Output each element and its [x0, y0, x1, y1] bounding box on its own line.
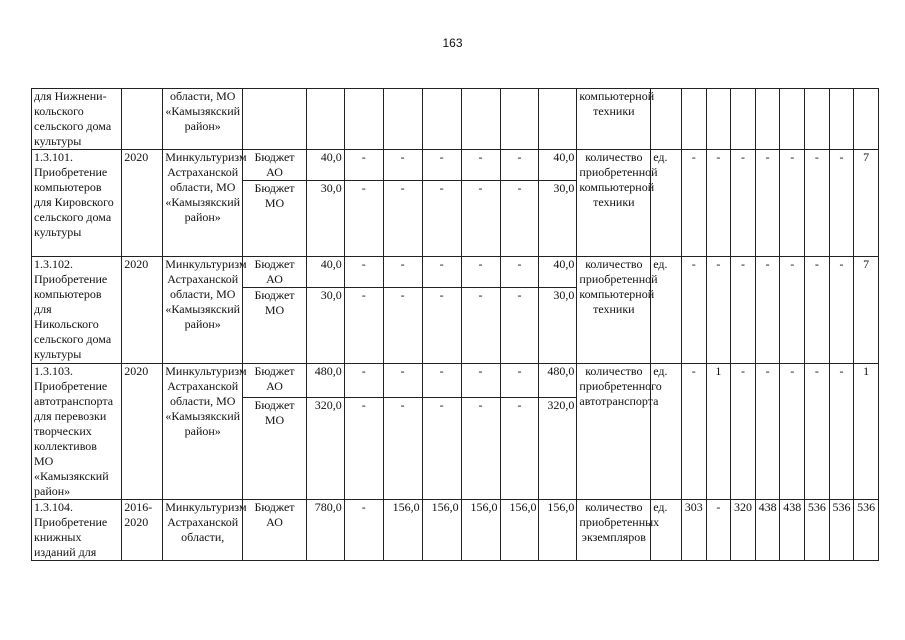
table-row: Бюджет МО 30,0 - - - - - 30,0	[32, 181, 879, 257]
table-row: 1.3.102. Приобретение компьютеров для Никольского сельского дома культуры 2020 Минкультуризм Астраханской области, МО «Камызякский район» Бюджет АО 40,0 - - - - - 40,0 количество приобретенной компьютерной техники ед. - - - - - - - 7	[32, 257, 879, 288]
period-cell	[122, 89, 163, 150]
funding-source: Бюджет АО	[243, 364, 307, 398]
unit-cell: ед.	[651, 500, 682, 561]
funding-source: Бюджет МО	[243, 398, 307, 500]
period-cell: 2020	[122, 364, 163, 500]
executor-cell: Минкультуризм Астраханской области, МО «Камызякский район»	[163, 257, 243, 364]
executor-cell: Минкультуризм Астраханской области, МО «Камызякский район»	[163, 150, 243, 257]
executor-cell: области, МО «Камызякский район»	[163, 89, 243, 150]
funding-source: Бюджет МО	[243, 288, 307, 364]
measure-name: 1.3.102. Приобретение компьютеров для Никольского сельского дома культуры	[32, 257, 122, 364]
measure-name: 1.3.103. Приобретение автотранспорта для перевозки творческих коллективов МО «Камызякский район»	[32, 364, 122, 500]
measure-name: 1.3.104. Приобретение книжных изданий для	[32, 500, 122, 561]
funding-source: Бюджет МО	[243, 181, 307, 257]
funding-total: 320,0	[306, 398, 344, 500]
measures-table	[31, 88, 879, 561]
period-cell: 2016-2020	[122, 500, 163, 561]
funding-total: 40,0	[306, 150, 344, 181]
funding-total: 780,0	[306, 500, 344, 561]
executor-cell: Минкультуризм Астраханской области, МО «Камызякский район»	[163, 364, 243, 500]
executor-cell: Минкультуризм Астраханской области,	[163, 500, 243, 561]
funding-total: 40,0	[306, 257, 344, 288]
measure-name: 1.3.101. Приобретение компьютеров для Кировского сельского дома культуры	[32, 150, 122, 257]
indicator-cell: количество приобретенной компьютерной техники	[577, 150, 651, 257]
unit-cell: ед.	[651, 257, 682, 364]
table-row: 1.3.101. Приобретение компьютеров для Кировского сельского дома культуры 2020 Минкультуризм Астраханской области, МО «Камызякский район» Бюджет АО 40,0 - - - - - 40,0 количество приобретенной компьютерной техники ед. - - - - - - - 7	[32, 150, 879, 181]
period-cell: 2020	[122, 150, 163, 257]
table-row: 1.3.104. Приобретение книжных изданий для 2016-2020 Минкультуризм Астраханской области, Бюджет АО 780,0 - 156,0 156,0 156,0 156,0 156,0 количество приобретенных экземпляров ед. 303 - 320 438 438 536 536 536	[32, 500, 879, 561]
indicator-cell: количество приобретенной компьютерной техники	[577, 257, 651, 364]
table-row-continuation	[32, 89, 879, 150]
indicator-cell: количество приобретенных экземпляров	[577, 500, 651, 561]
funding-total: 30,0	[306, 181, 344, 257]
table-row: Бюджет МО 30,0 - - - - - 30,0	[32, 288, 879, 364]
unit-cell: ед.	[651, 364, 682, 500]
period-cell: 2020	[122, 257, 163, 364]
funding-source: Бюджет АО	[243, 500, 307, 561]
page-number: 163	[442, 36, 463, 50]
table-row: Бюджет МО 320,0 - - - - - 320,0	[32, 398, 879, 500]
funding-source: Бюджет АО	[243, 257, 307, 288]
funding-total: 30,0	[306, 288, 344, 364]
indicator-cell: компьютерной техники	[577, 89, 651, 150]
indicator-cell: количество приобретенного автотранспорта	[577, 364, 651, 500]
table-row: 1.3.103. Приобретение автотранспорта для перевозки творческих коллективов МО «Камызякский район» 2020 Минкультуризм Астраханской области, МО «Камызякский район» Бюджет АО 480,0 - - - - - 480,0 количество приобретенного автотранспорта ед. - 1 - - - - - 1	[32, 364, 879, 398]
unit-cell: ед.	[651, 150, 682, 257]
measure-name: для Нижнени-кольского сельского дома культуры	[32, 89, 122, 150]
funding-source: Бюджет АО	[243, 150, 307, 181]
funding-total: 480,0	[306, 364, 344, 398]
